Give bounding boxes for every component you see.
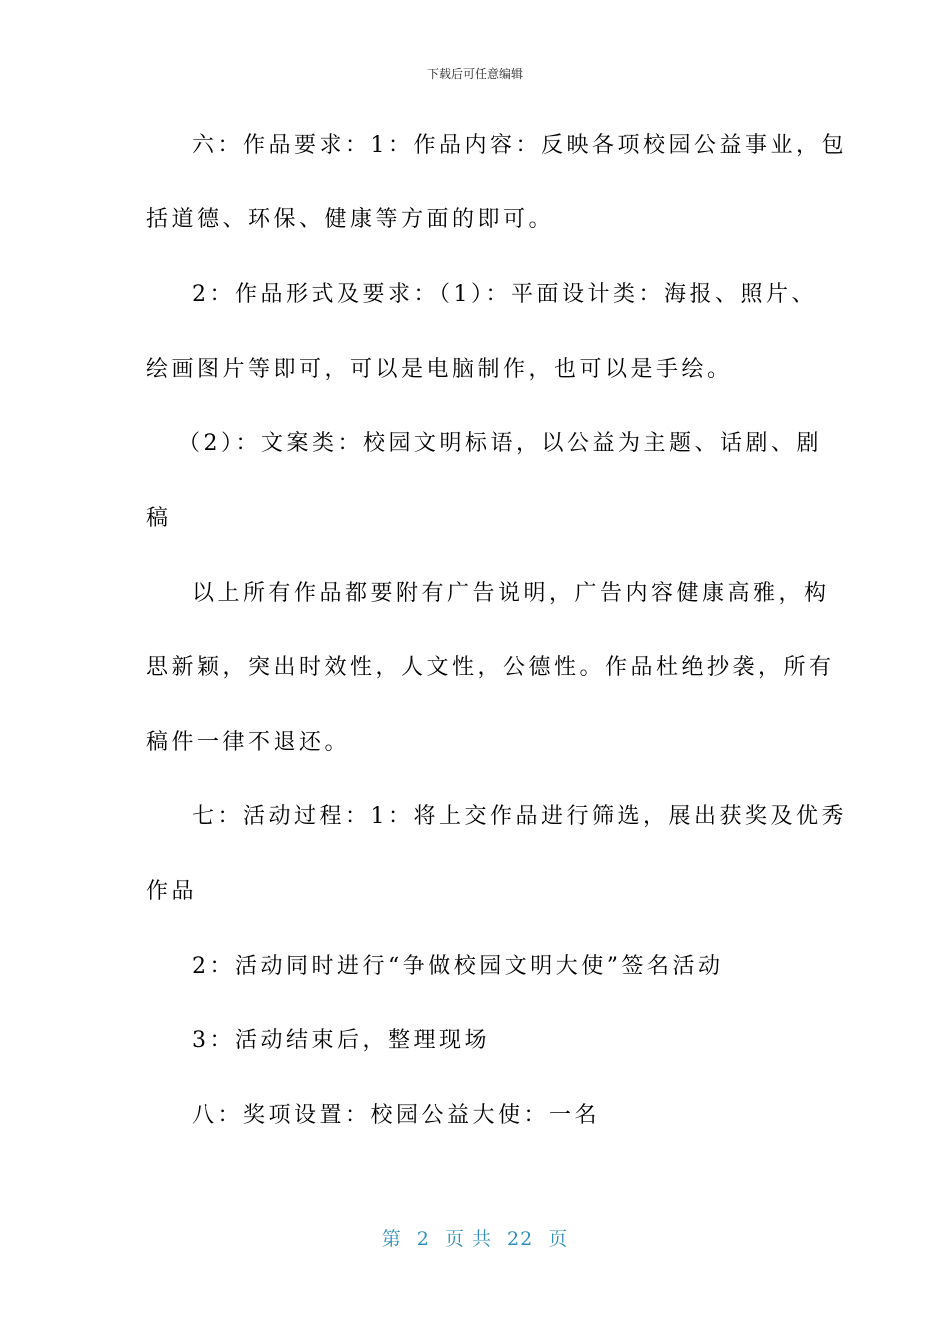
body-line: 2：活动同时进行“争做校园文明大使”签名活动 — [192, 954, 724, 979]
body-line: 八：奖项设置：校园公益大使：一名 — [192, 1103, 601, 1128]
body-line: 3：活动结束后，整理现场 — [192, 1028, 490, 1053]
body-line: 以上所有作品都要附有广告说明，广告内容健康高雅，构 — [192, 581, 830, 606]
page-number-footer — [0, 1226, 950, 1252]
body-line: 六：作品要求：1：作品内容：反映各项校园公益事业，包 — [192, 133, 847, 158]
total-pages-number: 22 — [507, 1228, 534, 1250]
body-line: 稿件一律不退还。 — [146, 730, 351, 755]
body-line: 稿 — [146, 506, 172, 531]
body-line: （2）：文案类：校园文明标语，以公益为主题、话剧、剧 — [178, 431, 822, 456]
body-line: 作品 — [146, 879, 198, 904]
footer-middle: 页 共 — [444, 1228, 492, 1250]
body-line: 绘画图片等即可，可以是电脑制作，也可以是手绘。 — [146, 357, 733, 382]
body-line: 括道德、环保、健康等方面的即可。 — [146, 207, 555, 232]
footer-suffix: 页 — [548, 1228, 569, 1250]
footer-prefix: 第 — [381, 1228, 402, 1250]
body-line: 七：活动过程：1：将上交作品进行筛选，展出获奖及优秀 — [192, 804, 847, 829]
page-header: 下载后可任意编辑 — [426, 67, 523, 81]
body-line: 思新颖，突出时效性，人文性，公德性。作品杜绝抄袭，所有 — [146, 655, 835, 680]
body-line: 2：作品形式及要求：（1）：平面设计类：海报、照片、 — [192, 282, 817, 307]
current-page-number: 2 — [416, 1228, 430, 1250]
